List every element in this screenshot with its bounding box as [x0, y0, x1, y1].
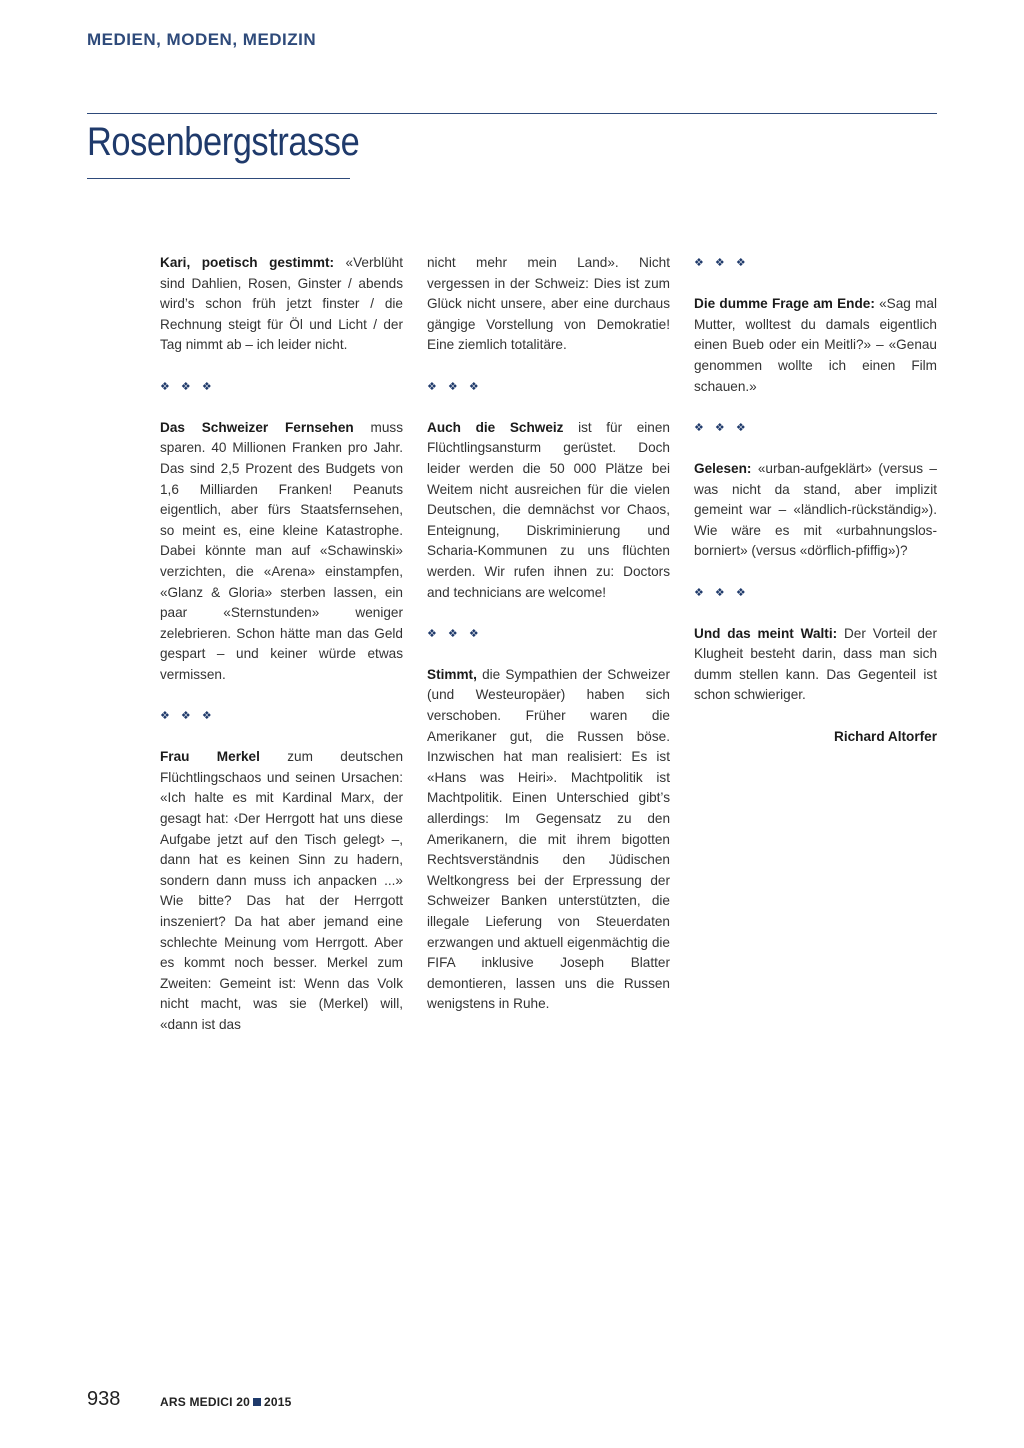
section-separator: ❖ ❖ ❖ — [160, 710, 216, 723]
paragraph-text: ist für einen Flüchtlingsansturm gerüstet. Doch leider werden die 50 000 Plätze bei Weitem nicht ausreichen für die vielen Deutschen, die demnächst vor Chaos, Enteignung, Diskriminierung und Scharia-Kommunen zu uns flüchten werden. Wir rufen ihnen zu: Doctors and technicians are welcome! — [427, 419, 670, 600]
paragraph-frage — [694, 294, 937, 397]
paragraph-text: «urban-aufgeklärt» (versus – was nicht da stand, aber implizit gemeint war – «ländlich-rückständig»). Wie wäre es mit «urbahnungslos-borniert» (versus «dörflich-pfiffig»)? — [694, 460, 937, 559]
paragraph-lead: Das Schweizer Fernsehen — [160, 419, 354, 435]
section-separator: ❖ ❖ ❖ — [427, 380, 483, 393]
paragraph-stimmt — [427, 665, 670, 1015]
paragraph-merkel — [160, 747, 403, 1035]
paragraph-text: nicht mehr mein Land». Nicht vergessen in der Schweiz: Dies ist zum Glück nicht unsere, aber eine durchaus gängige Vorstellung von Demokratie! Eine ziemlich totalitäre. — [427, 255, 670, 353]
paragraph-lead: Frau Merkel — [160, 749, 260, 765]
magazine-reference — [160, 1395, 291, 1409]
paragraph-lead: Kari, poetisch gestimmt: — [160, 255, 335, 270]
text-column-2 — [427, 253, 670, 1036]
title-underline — [87, 178, 350, 179]
paragraph-kari — [160, 253, 403, 356]
paragraph-text: «Sag mal Mutter, wolltest du damals eigentlich einen Bueb oder ein Meitli?» – «Genau genommen wollte ich einen Film schauen.» — [694, 296, 937, 394]
paragraph-lead: Auch die Schweiz — [427, 419, 564, 435]
author-signature: Richard Altorfer — [834, 728, 937, 744]
paragraph-text: zum deutschen Flüchtlingschaos und seinen Ursachen: «Ich halte es mit Kardinal Marx, der gesagt hat: ‹Der Herrgott hat uns diese Aufgabe jetzt auf den Tisch gelegt› –, dann hat es keinen Sinn zu hadern, sondern dann muss ich anpacken ...» Wie bitte? Das hat der Herrgott inszeniert? Da hat aber jemand eine schlechte Meinung vom Herrgott. Aber es kommt noch besser. Merkel zum Zweiten: Gemeint ist: Wenn das Volk nicht macht, was sie (Merkel) will, «dann ist das — [160, 749, 404, 1032]
square-bullet-icon — [253, 1398, 261, 1406]
text-column-1 — [160, 253, 403, 1056]
paragraph-lead: Die dumme Frage am Ende: — [694, 296, 875, 312]
section-separator: ❖ ❖ ❖ — [694, 421, 750, 434]
paragraph-schweiz — [427, 418, 670, 603]
text-column-3 — [694, 253, 937, 768]
page-number: 938 — [87, 1388, 121, 1410]
paragraph-text: die Sympathien der Schweizer (und Westeuropäer) haben sich verschoben. Früher waren die Amerikaner gut, die Russen böse. Inzwischen hat man realisiert: Es ist «Hans was Heiri». Machtpolitik ist Machtpolitik. Einen Unterschied gibt’s allerdings: Im Gegensatz zu den Amerikanern, die mit ihrem bigotten Rechtsverständnis den Jüdischen Weltkongress bei der Erpressung der Schweizer Banken unterstützten, die illegale Lieferung von Steuerdaten erzwangen und aktuell eigenmächtig die FIFA inklusive Joseph Blatter demontieren, lassen uns die Russen wenigstens in Ruhe. — [427, 666, 670, 1012]
section-separator: ❖ ❖ ❖ — [694, 586, 750, 599]
paragraph-continuation — [427, 253, 670, 356]
magazine-issue: ARS MEDICI 20 — [160, 1395, 250, 1409]
paragraph-text: «Verblüht sind Dahlien, Rosen, Ginster / abends wird’s schon früh jetzt finster / die Rechnung steigt für Öl und Licht / der Tag nimmt ab – ich leider nicht. — [160, 255, 403, 353]
article-title: Rosenbergstrasse — [87, 120, 360, 164]
paragraph-text: Der Vorteil der Klugheit besteht darin, dass man sich dumm stellen kann. Das Gegenteil ist schon schwieriger. — [694, 625, 937, 703]
section-separator: ❖ ❖ ❖ — [427, 627, 483, 640]
paragraph-walti — [694, 624, 937, 706]
paragraph-lead: Gelesen: — [694, 460, 752, 476]
section-separator: ❖ ❖ ❖ — [694, 257, 750, 269]
section-label: MEDIEN, MODEN, MEDIZIN — [87, 30, 317, 49]
section-separator: ❖ ❖ ❖ — [160, 380, 216, 393]
magazine-year: 2015 — [263, 1395, 292, 1409]
paragraph-text: muss sparen. 40 Millionen Franken pro Jahr. Das sind 2,5 Prozent des Budgets von 1,6 Milliarden Franken! Peanuts eigentlich, aber fürs Staatsfernsehen, so meint es, eine kleine Katastrophe. Dabei könnte man auf «Schawinski» verzichten, die «Arena» einstampfen, «Glanz & Gloria» sterben lassen, ein paar «Sternstunden» weniger zelebrieren. Schon hätte man das Geld gespart – und keiner würde etwas vermissen. — [160, 419, 403, 682]
paragraph-fernsehen — [160, 418, 403, 686]
paragraph-lead: Stimmt, — [427, 666, 477, 682]
header-rule — [87, 113, 937, 114]
paragraph-gelesen — [694, 459, 937, 562]
paragraph-lead: Und das meint Walti: — [694, 625, 838, 641]
